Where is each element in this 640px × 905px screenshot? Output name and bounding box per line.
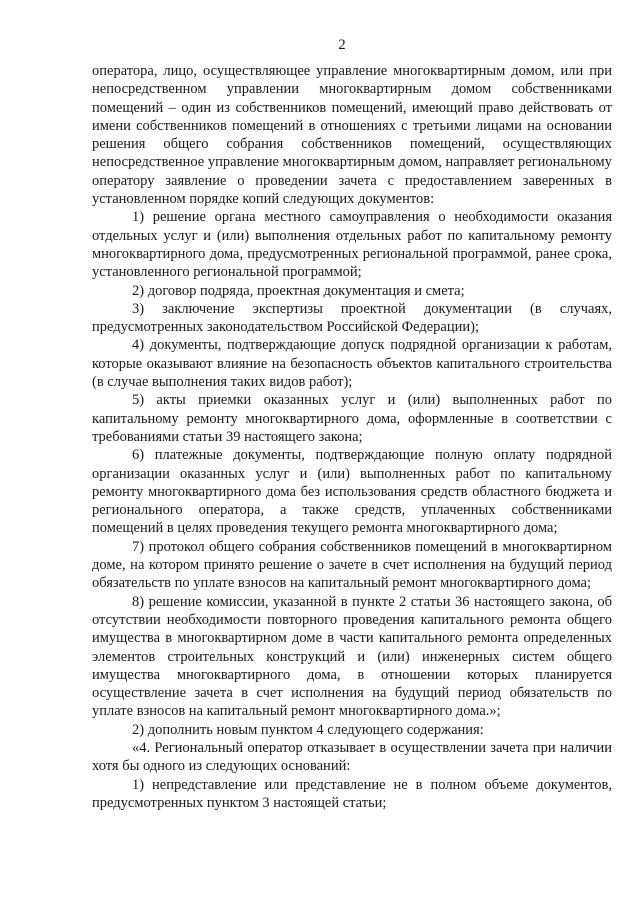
paragraph: «4. Региональный оператор отказывает в осуществлении зачета при наличии хотя бы одного из следующих оснований: bbox=[92, 739, 612, 775]
paragraph: 1) непредставление или представление не в полном объеме документов, предусмотренных пунктом 3 настоящей статьи; bbox=[92, 776, 612, 811]
paragraph: 2) дополнить новым пунктом 4 следующего содержания: bbox=[132, 721, 484, 738]
paragraph: 1) решение органа местного самоуправления о необходимости оказания отдельных услуг и (или) выполнения отдельных работ по капитальному ремонту многоквартирного дома, предусмотренных региональной программой, ранее срока, установленного региональной программой; bbox=[92, 209, 612, 281]
paragraph: 4) документы, подтверждающие допуск подрядной организации к работам, которые оказывают влияние на безопасность объектов капитального строительства (в случае выполнения таких видов работ); bbox=[92, 337, 612, 391]
paragraph: 2) договор подряда, проектная документация и смета; bbox=[132, 282, 465, 299]
paragraph: 5) акты приемки оказанных услуг и (или) выполненных работ по капитальному ремонту многоквартирного дома, оформленные в соответствии с требованиями статьи 39 настоящего закона; bbox=[92, 392, 612, 445]
page-number: 2 bbox=[338, 37, 346, 53]
paragraph: 7) протокол общего собрания собственников помещений в многоквартирном доме, на котором принято решение о зачете в счет исполнения на будущий период обязательств по уплате взносов на капитальный ремонт многоквартирного дома; bbox=[92, 538, 612, 592]
paragraph: 8) решение комиссии, указанной в пункте 2 статьи 36 настоящего закона, об отсутствии необходимости повторного проведения капитального ремонта общего имущества в многоквартирном доме в части капитального ремонта определенных элементов строительных конструкций и (или) инженерных систем общего имущества многоквартирного дома, в отношении которых планируется осуществление зачета в счет исполнения на будущий период обязательств по уплате взносов на капитальный ремонт многоквартирного дома.»; bbox=[92, 593, 612, 720]
paragraph: оператора, лицо, осуществляющее управление многоквартирным домом, или при непосредственном управлении многоквартирным домом собственниками помещений – один из собственников помещений, имеющий право действовать от имени собственников помещений в отношениях с третьими лицами на основании решения общего собрания собственников помещений, осуществляющих непосредственное управление многоквартирным домом, направляет региональному оператору заявление о проведении зачета с предоставлением заверенных в установленном порядке копий следующих документов: bbox=[92, 63, 612, 208]
document-body bbox=[92, 62, 612, 812]
paragraph: 3) заключение экспертизы проектной документации (в случаях, предусмотренных законодательством Российской Федерации); bbox=[92, 300, 612, 336]
paragraph: 6) платежные документы, подтверждающие полную оплату подрядной организации оказанных услуг и (или) выполненных работ по капитальному ремонту многоквартирного дома без использования средств областного бюджета и регионального оператора, а также средств, уплаченных собственниками помещений в целях проведения текущего ремонта многоквартирного дома; bbox=[92, 447, 612, 537]
